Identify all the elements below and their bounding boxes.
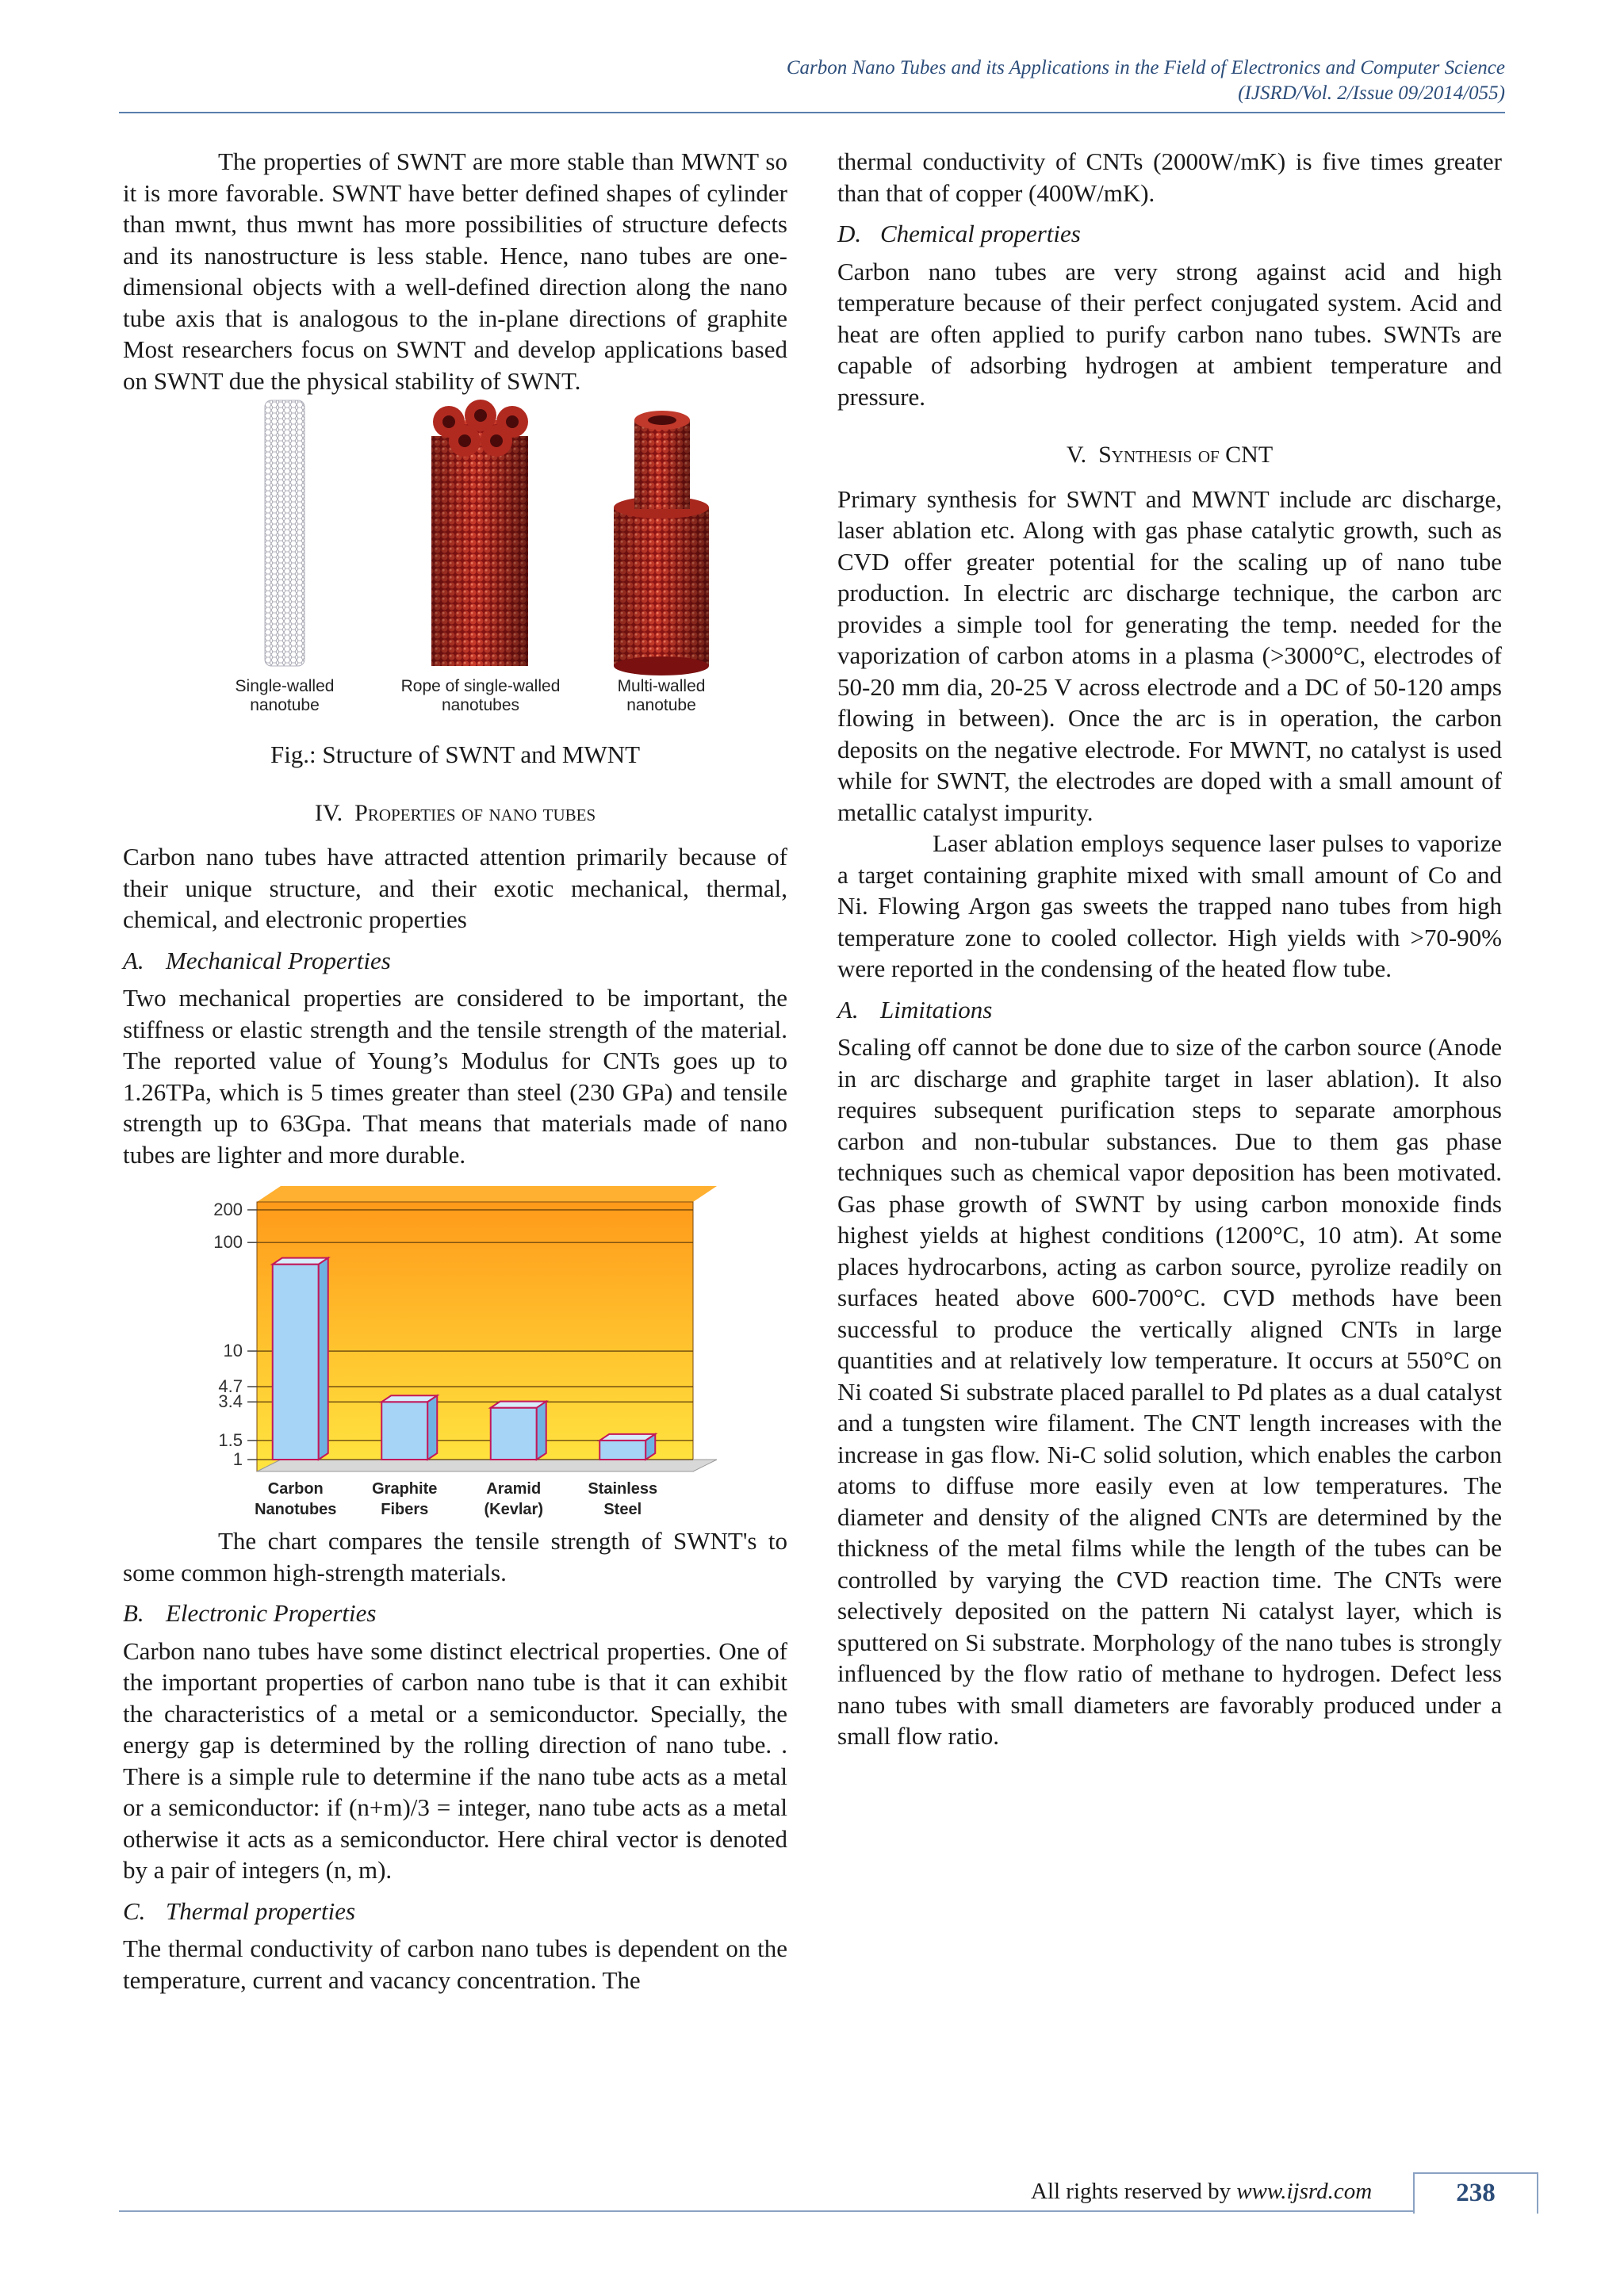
header-rule	[119, 112, 1505, 113]
label-rope-2: nanotubes	[441, 696, 520, 714]
subsection-c-heading	[123, 1896, 787, 1927]
x-category-label: Steel	[603, 1501, 642, 1518]
subsection-b-paragraph: Carbon nano tubes have some distinct electrical properties. One of the important properties of carbon nano tube is that it can exhibit the characteristics of a metal or a semiconductor. Specially, the energy gap is determined by the rolling direction of nano tube. . There is a simple rule to determine if the nano tube acts as a metal or a semiconductor: if (n+m)/3 = integer, nano tube acts as a metal otherwise it acts as a semiconductor. Here chiral vector is denoted by a pair of integers (n, m).	[123, 1636, 787, 1884]
bar	[599, 1441, 645, 1460]
x-category-label: Stainless	[588, 1480, 658, 1498]
bar	[273, 1265, 319, 1460]
x-category-label: Nanotubes	[255, 1501, 337, 1518]
section-4-heading	[123, 798, 787, 829]
y-tick-label: 3.4	[218, 1391, 243, 1412]
y-tick-label: 4.7	[218, 1376, 243, 1396]
section-4-paragraph: Carbon nano tubes have attracted attention primarily because of their unique structure, and their exotic mechanical, thermal, chemical, and electronic properties	[123, 843, 787, 933]
x-category-label: Carbon	[267, 1480, 324, 1498]
nanotube-figure	[123, 396, 787, 771]
y-tick-label: 1	[232, 1449, 243, 1469]
chart-caption: The chart compares the tensile strength of SWNT's to some common high-strength materials.	[123, 1527, 787, 1586]
footer-site-link[interactable]: www.ijsrd.com	[1236, 2179, 1373, 2204]
left-column	[123, 146, 787, 1996]
chart-top-face	[257, 1186, 717, 1202]
tensile-strength-chart	[123, 1186, 787, 1519]
header-issue: (IJSRD/Vol. 2/Issue 09/2014/055)	[1238, 82, 1505, 104]
subsection-limitations-label: A.	[837, 995, 859, 1024]
x-category-label: Aramid	[486, 1480, 542, 1498]
footer	[1031, 2179, 1372, 2205]
label-multi-walled-2: nanotube	[626, 696, 696, 714]
chart-x-labels	[255, 1480, 657, 1518]
rope-nanotubes-icon	[431, 400, 528, 666]
bar-side	[427, 1395, 437, 1460]
chart-y-ticks	[213, 1200, 257, 1469]
section-5-paragraph-1: Primary synthesis for SWNT and MWNT include arc discharge, laser ablation etc. Along with gas phase catalytic growth, such as CVD offer greater potential for the scaling up of nano tube production. In electric arc discharge technique, the carbon arc provides a simple tool for generating the temp. needed for the vaporization of carbon atoms in a plasma (>3000°C, electrodes of 50-20 mm dia, 20-25 V across electrode and a DC of 50-120 amps flowing in between). Once the arc is in operation, the carbon deposits on the negative electrode. For MWNT, no catalyst is used while for SWNT, the electrodes are doped with a small amount of metallic catalyst impurity.	[837, 484, 1502, 826]
nanotube-structure-illustration	[170, 396, 741, 737]
subsection-a-heading	[123, 945, 787, 977]
chart-svg	[170, 1186, 741, 1519]
subsection-b-title: Electronic Properties	[166, 1599, 377, 1627]
section-5-paragraph-2: Laser ablation employs sequence laser pulses to vaporize a target containing graphite mixed with small amount of Co and Ni. Flowing Argon gas sweets the trapped nano tubes from high temperature zone to cooled collector. High yields with >70-90% were reported in the condensing of the heated flow tube.	[837, 829, 1502, 982]
y-tick-label: 10	[223, 1341, 243, 1361]
multi-walled-nanotube-icon	[614, 411, 709, 675]
x-category-label: (Kevlar)	[484, 1501, 543, 1518]
footer-rule	[119, 2210, 1505, 2212]
header-title: Carbon Nano Tubes and its Applications in the Field of Electronics and Computer Science	[786, 57, 1505, 78]
y-tick-label: 200	[213, 1200, 243, 1219]
label-multi-walled-1: Multi-walled	[617, 677, 706, 695]
subsection-c-paragraph: The thermal conductivity of carbon nano tubes is dependent on the temperature, current and vacancy concentration. The	[123, 1934, 787, 1994]
bar-side	[537, 1402, 546, 1460]
x-category-label: Fibers	[381, 1501, 429, 1518]
subsection-a-paragraph: Two mechanical properties are considered to be important, the stiffness or elastic strength and the tensile strength of the material. The reported value of Young’s Modulus for CNTs goes up to 1.26TPa, which is 5 times greater than steel (230 GPa) and tensile strength up to 63Gpa. That means that materials made of nano tubes are lighter and more durable.	[123, 984, 787, 1169]
section-4-title: Properties of nano tubes	[354, 799, 596, 826]
intro-paragraph: The properties of SWNT are more stable than MWNT so it is more favorable. SWNT have better defined shapes of cylinder than mwnt, thus mwnt has more possibilities of structure defects and its nanostructure is less stable. Hence, nano tubes are one-dimensional objects with a well-defined direction along the nano tube axis that is analogous to the in-plane directions of graphite Most researchers focus on SWNT and develop applications based on SWNT due the physical stability of SWNT.	[123, 147, 787, 395]
page-number: 238	[1413, 2172, 1538, 2214]
subsection-limitations-heading	[837, 994, 1502, 1026]
subsection-limitations-paragraph: Scaling off cannot be done due to size of the carbon source (Anode in arc discharge and graphite target in laser ablation). It also requires subsequent purification steps to separate amorphous carbon and non-tubular substances. Due to them gas phase techniques such as chemical vapor deposition has been motivated. Gas phase growth of SWNT by using carbon monoxide finds highest yields at highest conditions (1200°C, 10 atm). At some places hydrocarbons, acting as carbon source, pyrolize readily on surfaces heated above 600-700°C. CVD methods have been successful to produce the vertically aligned CNTs in large quantities and at relatively low temperature. It occurs at 550°C on Ni coated Si substrate placed parallel to Pd plates as a dual catalyst and a tungsten wire filament. The CNT length increases with the increase in gas flow. Ni-C solid solution, which enables the carbon atoms to diffuse more easily even at low temperatures. The diameter and density of the aligned CNTs are determined by the thickness of the metal films while the length of the tubes can be controlled by varying the CVD reaction time. The CNTs were selectively deposited on the pattern Ni catalyst layer, which is sputtered on Si substrate. Morphology of the nano tubes is strongly influenced by the flow ratio of methane to hydrogen. Defect less nano tubes with small diameters are favorably produced under a small flow ratio.	[837, 1033, 1502, 1750]
subsection-c-title: Thermal properties	[166, 1896, 356, 1925]
subsection-a-title: Mechanical Properties	[166, 946, 391, 974]
subsection-d-title: Chemical properties	[880, 220, 1081, 247]
label-single-walled-2: nanotube	[250, 696, 320, 714]
single-walled-nanotube-icon	[265, 400, 304, 666]
label-rope-1: Rope of single-walled	[400, 677, 561, 695]
bar	[381, 1402, 427, 1460]
subsection-d-paragraph: Carbon nano tubes are very strong against acid and high temperature because of their perfect conjugated system. Acid and heat are often applied to purify carbon nano tubes. SWNTs are capable of adsorbing hydrogen at ambient temperature and pressure.	[837, 257, 1502, 411]
section-4-number: IV.	[314, 799, 343, 826]
footer-rights: All rights reserved by	[1031, 2179, 1231, 2204]
subsection-d-label: D.	[837, 220, 862, 247]
subsection-d-heading	[837, 218, 1502, 250]
figure-caption: Fig.: Structure of SWNT and MWNT	[270, 740, 641, 768]
bar	[491, 1408, 537, 1460]
continued-paragraph: thermal conductivity of CNTs (2000W/mK) is five times greater than that of copper (400W/mK).	[837, 147, 1502, 207]
section-5-heading	[837, 439, 1502, 471]
subsection-b-label: B.	[123, 1599, 144, 1627]
chart-floor	[257, 1460, 717, 1471]
y-tick-label: 100	[213, 1232, 243, 1253]
subsection-b-heading	[123, 1598, 787, 1629]
bar-side	[319, 1258, 328, 1460]
running-header	[119, 55, 1505, 106]
section-5-title: Synthesis of CNT	[1098, 442, 1274, 468]
subsection-a-label: A.	[123, 946, 144, 974]
x-category-label: Graphite	[372, 1480, 438, 1498]
section-5-number: V.	[1066, 442, 1087, 468]
subsection-limitations-title: Limitations	[880, 995, 993, 1024]
right-column	[837, 146, 1502, 1752]
subsection-c-label: C.	[123, 1896, 146, 1925]
y-tick-label: 1.5	[218, 1429, 243, 1450]
label-single-walled-1: Single-walled	[235, 677, 335, 695]
